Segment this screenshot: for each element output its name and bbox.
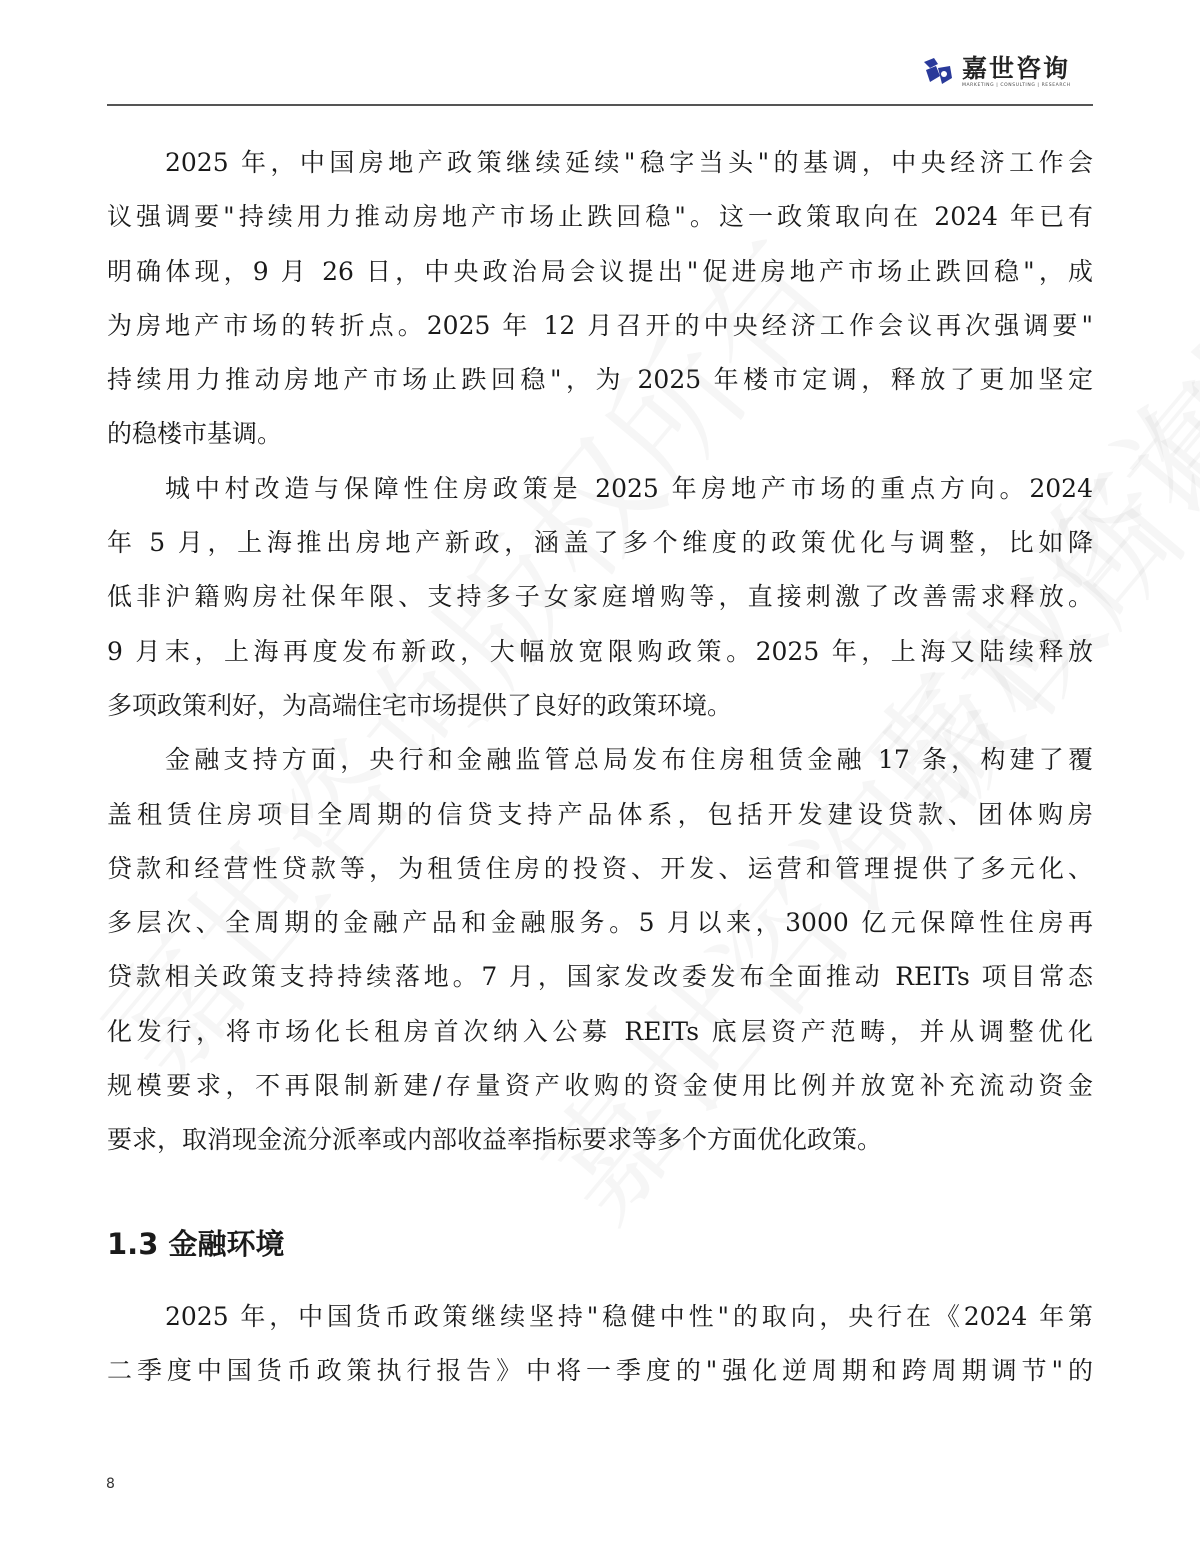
paragraph-line: 贷款相关政策支持持续落地。7 月，国家发改委发布全面推动 REITs 项目常态 (107, 962, 1093, 992)
company-logo (920, 54, 1071, 88)
paragraph-line: 规模要求，不再限制新建/存量资产收购的资金使用比例并放宽补充流动资金 (107, 1071, 1093, 1101)
paragraph-line: 2025 年，中国房地产政策继续延续"稳字当头"的基调，中央经济工作会 (165, 148, 1093, 177)
paragraph-line: 9 月末，上海再度发布新政，大幅放宽限购政策。2025 年，上海又陆续释放 (107, 636, 1093, 666)
paragraph-line: 低非沪籍购房社保年限、支持多子女家庭增购等，直接刺激了改善需求释放。 (107, 582, 1093, 612)
paragraph-line: 要求，取消现金流分派率或内部收益率指标要求等多个方面优化政策。 (107, 1125, 883, 1155)
paragraph-line: 盖租赁住房项目全周期的信贷支持产品体系，包括开发建设贷款、团体购房 (107, 799, 1093, 829)
body-text-2 (107, 1290, 1093, 1399)
paragraph-line: 金融支持方面，央行和金融监管总局发布住房租赁金融 17 条，构建了覆 (165, 745, 1093, 775)
paragraph-line: 议强调要"持续用力推动房地产市场止跌回稳"。这一政策取向在 2024 年已有 (107, 202, 1093, 232)
logo-icon (920, 54, 954, 88)
body-text (107, 136, 1093, 1168)
header-divider (107, 104, 1093, 106)
paragraph-line: 2025 年，中国货币政策继续坚持"稳健中性"的取向，央行在《2024 年第 (165, 1302, 1093, 1331)
paragraph-line: 多层次、全周期的金融产品和金融服务。5 月以来，3000 亿元保障性住房再 (107, 908, 1093, 938)
logo-name: 嘉世咨询 (962, 53, 1071, 83)
logo-subtitle: MARKETING | CONSULTING | RESEARCH (962, 82, 1071, 88)
page-number: 8 (106, 1476, 115, 1492)
paragraph-line: 明确体现，9 月 26 日，中央政治局会议提出"促进房地产市场止跌回稳"，成 (107, 256, 1093, 286)
paragraph-line: 化发行，将市场化长租房首次纳入公募 REITs 底层资产范畴，并从调整优化 (107, 1016, 1093, 1046)
paragraph-line: 的稳楼市基调。 (107, 419, 283, 449)
paragraph-line: 城中村改造与保障性住房政策是 2025 年房地产市场的重点方向。2024 (165, 473, 1093, 503)
paragraph-line: 为房地产市场的转折点。2025 年 12 月召开的中央经济工作会议再次强调要" (107, 310, 1093, 340)
paragraph-line: 持续用力推动房地产市场止跌回稳"，为 2025 年楼市定调，释放了更加坚定 (107, 365, 1093, 395)
paragraph-line: 贷款和经营性贷款等，为租赁住房的投资、开发、运营和管理提供了多元化、 (107, 853, 1093, 883)
section-heading: 1.3 金融环境 (107, 1227, 285, 1261)
paragraph-line: 二季度中国货币政策执行报告》中将一季度的"强化逆周期和跨周期调节"的 (107, 1356, 1093, 1386)
paragraph-line: 年 5 月，上海推出房地产新政，涵盖了多个维度的政策优化与调整，比如降 (107, 528, 1093, 558)
paragraph-line: 多项政策利好，为高端住宅市场提供了良好的政策环境。 (107, 690, 733, 720)
